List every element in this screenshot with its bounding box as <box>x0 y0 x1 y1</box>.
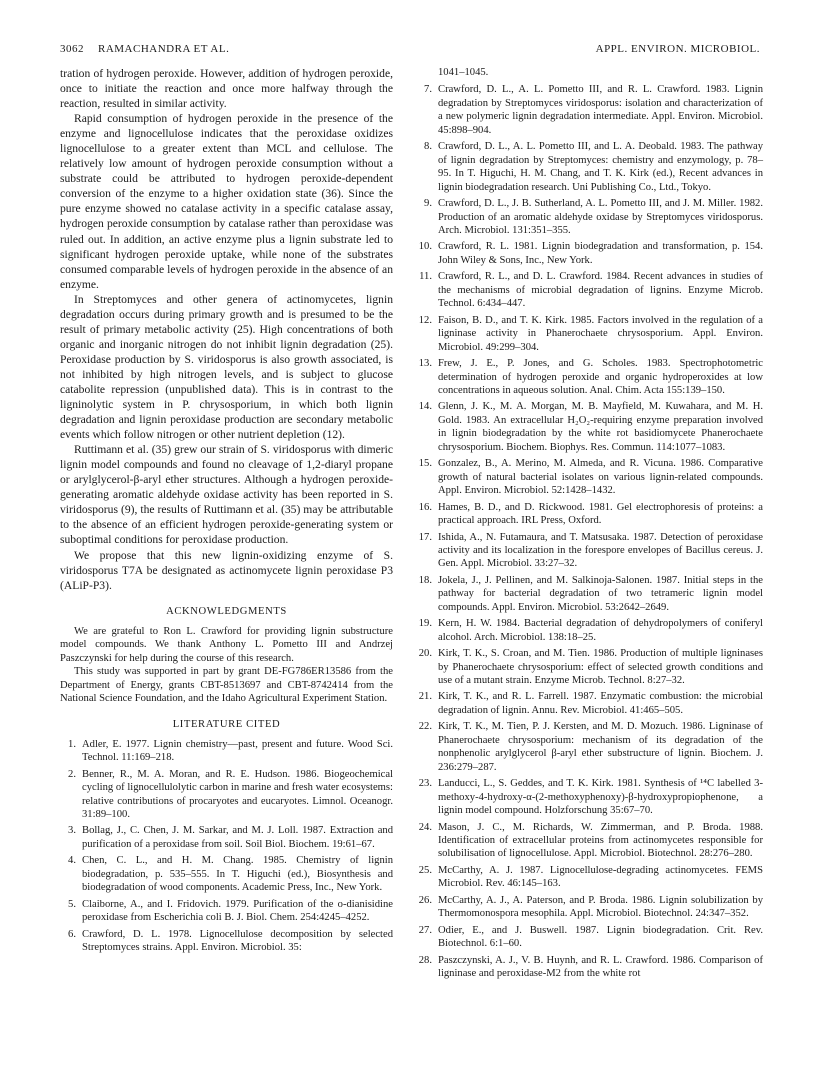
reference-entry <box>60 768 393 822</box>
reference-entry <box>416 197 763 237</box>
reference-number: 17. <box>418 531 432 543</box>
reference-text: Paszczynski, A. J., V. B. Huynh, and R. L. Crawford. 1986. Comparison of ligninase and peroxidase-M2 from the white rot <box>438 954 763 980</box>
reference-number: 18. <box>418 574 432 586</box>
reference-number: 19. <box>418 618 432 630</box>
reference-entry <box>416 357 763 397</box>
reference-number: 15. <box>418 458 432 470</box>
reference-number: 28. <box>418 954 432 966</box>
reference-entry <box>416 140 763 194</box>
right-column <box>416 66 763 984</box>
reference-text: Kern, H. W. 1984. Bacterial degradation of dehydropolymers of coniferyl alcohol. Arch. Microbiol. 138:18–25. <box>438 618 763 643</box>
reference-entry <box>416 690 763 717</box>
reference-number: 25. <box>418 864 432 876</box>
reference-number: 12. <box>418 314 432 326</box>
body-paragraph: We propose that this new lignin-oxidizing enzyme of S. viridosporus T7A be designated as actinomycete lignin peroxidase P3 (ALiP-P3). <box>60 548 393 592</box>
reference-text: Landucci, L., S. Geddes, and T. K. Kirk. 1981. Synthesis of ¹⁴C labelled 3-methoxy-4-hydroxy-α-(2-methoxyphenoxy)-β-hydroxypropiophenone, a lignin model compound. Holzforschung 35:67–70. <box>438 778 763 817</box>
reference-number: 9. <box>424 198 432 210</box>
reference-list-left <box>60 738 393 955</box>
reference-entry <box>416 720 763 774</box>
reference-text: Kirk, T. K., S. Croan, and M. Tien. 1986. Production of multiple ligninases by Phanerochaete chrysosporium: effect of selected growth conditions and use of a mutant strain. Enzyme Microb. Technol. 8:27–32. <box>438 648 763 687</box>
reference-text: Crawford, R. L., and D. L. Crawford. 1984. Recent advances in studies of the mechanisms of microbial degradation of lignins. Enzyme Microb. Technol. 6:434–447. <box>438 271 763 310</box>
reference-number: 4. <box>68 855 76 867</box>
reference-text: Mason, J. C., M. Richards, W. Zimmerman, and P. Broda. 1988. Identification of extracellular proteins from actinomycetes responsible for solubilisation of lignocellulose. Appl. Microbiol. Biotechnol. 28:276–280. <box>438 821 763 860</box>
reference-text: Crawford, R. L. 1981. Lignin biodegradation and transformation, p. 154. John Wiley & Sons, Inc., New York. <box>438 241 763 266</box>
body-paragraph: Rapid consumption of hydrogen peroxide in the presence of the enzyme and lignocellulose indicates that the peroxidase oxidizes lignocellulose to a greater extent than MCL and cellulose. The relatively low amount of hydrogen peroxide consumption without a substrate could be attributed to hydrogen peroxide-dependent conversion of the enzyme to a higher oxidation state (36). Since the pure enzyme showed no catalase activity in a specific catalase assay, hydrogen peroxide consumption by catalase rather than peroxidase was ruled out. In addition, an active enzyme plus a lignin substrate led to significant hydrogen peroxide uptake, while none of the substrates consumed comparable levels of hydrogen peroxide in the absence of an enzyme. <box>60 112 393 291</box>
body-paragraph: In Streptomyces and other genera of actinomycetes, lignin degradation occurs during primary growth and is presumed to be the result of primary metabolic activity (25). High concentrations of both organic and inorganic nitrogen do not inhibit lignin degradation (25). Peroxidase production by S. viridosporus is also growth associated, is not inhibited by high nitrogen levels, and is subject to glucose catabolite repression (unpublished data). This is in contrast to the ligninolytic system in P. chrysosporium, in which both lignin degradation and lignin peroxidase production are secondary metabolic events which follow nitrogen or other nutrient depletion (12). <box>60 292 393 442</box>
running-header <box>60 43 760 59</box>
reference-number: 10. <box>418 241 432 253</box>
reference-entry <box>416 457 763 497</box>
reference-text: Crawford, D. L. 1978. Lignocellulose decomposition by selected Streptomyces strains. Appl. Environ. Microbiol. 35: <box>82 928 393 954</box>
reference-entry <box>416 270 763 310</box>
acknowledgments-section <box>60 625 393 706</box>
reference-entry <box>416 894 763 921</box>
reference-text: Gonzalez, B., A. Merino, M. Almeda, and R. Vicuna. 1986. Comparative growth of natural bacterial isolates on various lignin-related compounds. Appl. Environ. Microbiol. 52:1428–1432. <box>438 458 763 497</box>
reference-text: McCarthy, A. J. 1987. Lignocellulose-degrading actinomycetes. FEMS Microbiol. Rev. 46:145–163. <box>438 864 763 890</box>
literature-cited-heading: LITERATURE CITED <box>172 718 281 730</box>
reference-number: 16. <box>418 501 432 513</box>
reference-entry <box>416 924 763 951</box>
reference-text: Crawford, D. L., A. L. Pometto III, and R. L. Crawford. 1983. Lignin degradation by Streptomyces viridosporus: isolation and characterization of a new polymeric lignin degradation intermediate. Appl. Environ. Microbiol. 45:898–904. <box>438 84 763 136</box>
reference-entry <box>416 617 763 644</box>
reference-entry <box>60 738 393 765</box>
page-number: 3062 <box>60 43 84 55</box>
reference-text: Adler, E. 1977. Lignin chemistry—past, present and future. Wood Sci. Technol. 11:169–218. <box>82 738 393 764</box>
reference-text: Crawford, D. L., J. B. Sutherland, A. L. Pometto III, and J. M. Miller. 1982. Production of an aromatic aldehyde oxidase by Streptomyces viridosporus. Arch. Microbiol. 131:351–355. <box>438 198 763 236</box>
reference-entry <box>416 531 763 571</box>
journal-abbreviation: APPL. ENVIRON. MICROBIOL. <box>595 43 760 55</box>
reference-entry <box>416 83 763 137</box>
acknowledgments-heading: ACKNOWLEDGMENTS <box>166 605 287 617</box>
reference-number: 22. <box>418 721 432 733</box>
acknowledgment-paragraph: We are grateful to Ron L. Crawford for providing lignin substructure model compounds. We thank Anthony L. Pometto III and Andrzej Paszczynski for help during the course of this research. <box>60 625 393 664</box>
reference-entry <box>416 954 763 981</box>
reference-entry <box>416 777 763 817</box>
reference-continuation: 1041–1045. <box>438 67 489 78</box>
left-column <box>60 66 393 958</box>
reference-entry <box>60 898 393 925</box>
reference-entry <box>60 854 393 894</box>
body-paragraph: tration of hydrogen peroxide. However, addition of hydrogen peroxide, once to initiate the reaction and once more halfway through the reaction, resulted in similar activity. <box>60 67 393 111</box>
reference-number: 2. <box>68 768 76 780</box>
reference-number: 13. <box>418 358 432 370</box>
reference-text: Bollag, J., C. Chen, J. M. Sarkar, and M. J. Loll. 1987. Extraction and purification of a peroxidase from soil. Soil Biol. Biochem. 19:61–67. <box>82 825 393 850</box>
reference-number: 24. <box>418 821 432 833</box>
reference-text: Kirk, T. K., and R. L. Farrell. 1987. Enzymatic combustion: the microbial degradation of lignin. Annu. Rev. Microbiol. 41:465–505. <box>438 691 763 716</box>
reference-text: Frew, J. E., P. Jones, and G. Scholes. 1983. Spectrophotometric determination of hydrogen peroxide and organic hydroperoxides at low concentrations in aqueous solution. Anal. Chim. Acta 155:139–150. <box>438 358 763 396</box>
reference-number: 14. <box>418 401 432 413</box>
reference-number: 8. <box>424 141 432 153</box>
reference-text: Hames, B. D., and D. Rickwood. 1981. Gel electrophoresis of proteins: a practical approach. IRL Press, Oxford. <box>438 501 763 527</box>
reference-number: 6. <box>68 928 76 940</box>
reference-entry <box>416 821 763 861</box>
reference-number: 7. <box>424 84 432 96</box>
reference-entry <box>416 314 763 354</box>
reference-text: McCarthy, A. J., A. Paterson, and P. Broda. 1986. Lignin solubilization by Thermomonospora mesophila. Appl. Microbiol. Biotechnol. 24:347–352. <box>438 894 763 920</box>
body-paragraph: Ruttimann et al. (35) grew our strain of S. viridosporus with dimeric lignin model compounds and found no cleavage of 1,2-diaryl propane or arylglycerol-β-aryl ether structures. Although a hydrogen peroxide-generating aromatic aldehyde oxidase activity has been reported in S. viridosporus (9), the results of Ruttimann et al. (35) may be attributable to the absence of an efficient hydrogen peroxide-generating system or suboptimal conditions for peroxidase production. <box>60 443 393 547</box>
reference-text: Faison, B. D., and T. K. Kirk. 1985. Factors involved in the regulation of a ligninase activity in Phanerochaete chrysosporium. Appl. Environ. Microbiol. 49:299–304. <box>438 314 763 353</box>
reference-number: 26. <box>418 894 432 906</box>
reference-list-right <box>416 83 763 980</box>
reference-entry <box>416 240 763 267</box>
reference-entry <box>416 400 763 454</box>
reference-number: 27. <box>418 924 432 936</box>
reference-entry <box>416 647 763 687</box>
reference-text: Glenn, J. K., M. A. Morgan, M. B. Mayfield, M. Kuwahara, and M. H. Gold. 1983. An extracellular H₂O₂-requiring enzyme preparation involved in lignin biodegradation by the white rot basidiomycete Phanerochaete chrysosporium. Biochem. Biophys. Res. Commun. 114:1077–1083. <box>438 401 763 453</box>
reference-entry <box>416 574 763 614</box>
reference-entry <box>60 824 393 851</box>
reference-text: Kirk, T. K., M. Tien, P. J. Kersten, and M. D. Mozuch. 1986. Ligninase of Phanerochaete chrysosporium: mechanism of its degradation of the nonphenolic arylglycerol β-aryl ether substructure of lignin. Biochem. J. 236:279–287. <box>438 721 763 773</box>
reference-entry <box>416 864 763 891</box>
reference-number: 3. <box>68 825 76 837</box>
reference-text: Crawford, D. L., A. L. Pometto III, and L. A. Deobald. 1983. The pathway of lignin degradation by Streptomyces: chemistry and enzymology, p. 78–95. In T. Higuchi, H. M. Chang, and T. K. Kirk (ed.), Recent advances in lignin biodegradation research. Uni Publishing Co., Ltd., Tokyo. <box>438 141 763 193</box>
reference-text: Chen, C. L., and H. M. Chang. 1985. Chemistry of lignin biodegradation, p. 535–555. In T. Higuchi (ed.), Biosynthesis and biodegradation of wood components. Academic Press, Inc., New York. <box>82 855 393 894</box>
reference-text: Claiborne, A., and I. Fridovich. 1979. Purification of the o-dianisidine peroxidase from Escherichia coli B. J. Biol. Chem. 254:4245–4252. <box>82 898 393 924</box>
running-authors: RAMACHANDRA ET AL. <box>98 43 230 55</box>
reference-number: 21. <box>418 691 432 703</box>
reference-number: 23. <box>418 778 432 790</box>
reference-entry <box>416 501 763 528</box>
reference-text: Benner, R., M. A. Moran, and R. E. Hudson. 1986. Biogeochemical cycling of lignocellulolytic carbon in marine and fresh water ecosystems: relative contributions of procaryotes and eucaryotes. Limnol. Oceanogr. 31:89–100. <box>82 768 393 820</box>
reference-number: 1. <box>68 738 76 750</box>
reference-number: 5. <box>68 898 76 910</box>
acknowledgment-paragraph: This study was supported in part by grant DE-FG786ER13586 from the Department of Energy, grants CBT-8513697 and CBT-8742414 from the National Science Foundation, and the Idaho Agricultural Experiment Station. <box>60 666 393 705</box>
reference-number: 20. <box>418 648 432 660</box>
reference-entry <box>60 928 393 955</box>
reference-text: Odier, E., and J. Buswell. 1987. Lignin biodegradation. Crit. Rev. Biotechnol. 6:1–60. <box>438 924 763 950</box>
reference-text: Ishida, A., N. Futamaura, and T. Matsusaka. 1987. Detection of peroxidase activity and its localization in the forespore envelopes of Bacillus cereus. J. Gen. Appl. Microbiol. 33:27–32. <box>438 531 763 570</box>
reference-text: Jokela, J., J. Pellinen, and M. Salkinoja-Salonen. 1987. Initial steps in the pathway for bacterial degradation of two tetrameric lignin model compounds. Appl. Environ. Microbiol. 53:2642–2649. <box>438 574 763 613</box>
reference-number: 11. <box>419 271 432 283</box>
